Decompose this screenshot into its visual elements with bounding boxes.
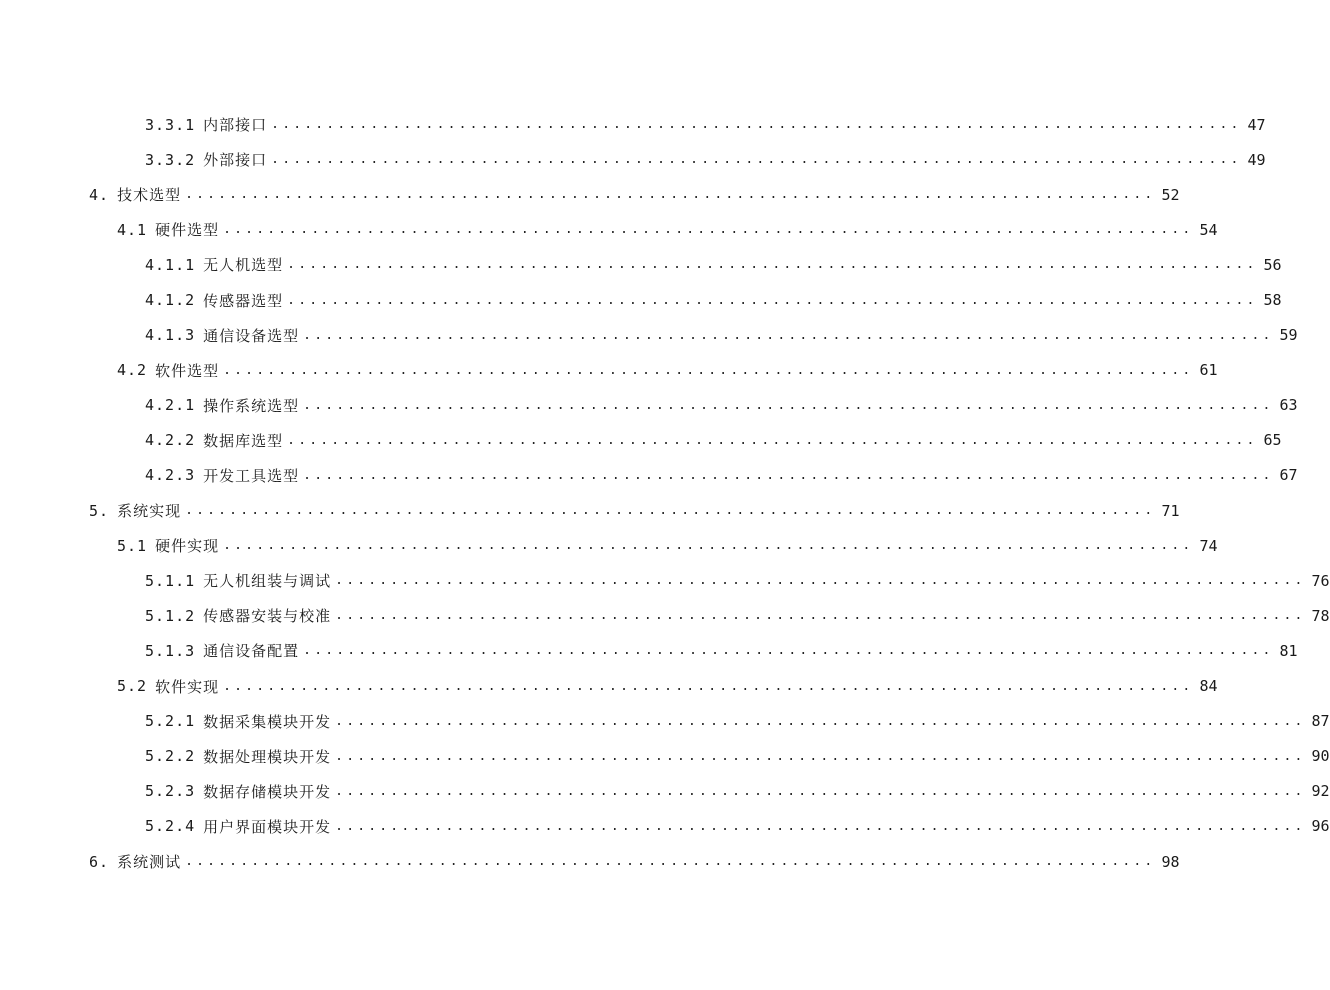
toc-title: 系统测试 <box>117 853 182 872</box>
toc-page-number: 87 <box>1311 712 1330 731</box>
toc-page-number: 81 <box>1279 641 1298 660</box>
toc-page-number: 76 <box>1311 571 1330 590</box>
toc-title: 软件选型 <box>155 361 220 380</box>
toc-page-number: 67 <box>1279 466 1298 485</box>
toc-title: 数据存储模块开发 <box>203 782 332 801</box>
toc-page-number: 49 <box>1247 150 1266 169</box>
toc-page-number: 61 <box>1199 361 1218 380</box>
toc-title: 无人机选型 <box>203 256 284 275</box>
dot-leader: ........................................................................................ <box>287 432 1258 448</box>
table-of-contents <box>0 107 1330 879</box>
toc-entry[interactable] <box>0 212 1218 247</box>
dot-leader: ........................................................................................ <box>185 854 1156 870</box>
dot-leader: ........................................................................................ <box>335 783 1306 799</box>
toc-number: 5.2.3 <box>145 782 196 801</box>
toc-entry[interactable] <box>0 107 1266 142</box>
toc-title: 数据处理模块开发 <box>203 747 332 766</box>
toc-number: 5. <box>89 501 110 520</box>
toc-page-number: 58 <box>1263 291 1282 310</box>
toc-entry[interactable] <box>0 809 1330 844</box>
toc-number: 6. <box>89 852 110 871</box>
toc-title: 无人机组装与调试 <box>203 572 332 591</box>
toc-title: 操作系统选型 <box>203 396 300 415</box>
toc-entry[interactable] <box>0 774 1330 809</box>
toc-title: 软件实现 <box>155 677 220 696</box>
dot-leader: ........................................................................................ <box>335 573 1306 589</box>
toc-title: 传感器选型 <box>203 291 284 310</box>
dot-leader: ........................................................................................ <box>223 538 1194 554</box>
toc-number: 4.1.1 <box>145 255 196 274</box>
toc-page-number: 63 <box>1279 396 1298 415</box>
toc-number: 5.1.2 <box>145 606 196 625</box>
toc-page-number: 90 <box>1311 747 1330 766</box>
toc-entry[interactable] <box>0 318 1298 353</box>
toc-page-number: 54 <box>1199 220 1218 239</box>
toc-page-number: 84 <box>1199 677 1218 696</box>
toc-number: 5.1.1 <box>145 571 196 590</box>
toc-page-number: 59 <box>1279 326 1298 345</box>
dot-leader: ........................................................................................ <box>185 187 1156 203</box>
dot-leader: ........................................................................................ <box>287 257 1258 273</box>
toc-number: 4.2.3 <box>145 466 196 485</box>
toc-entry[interactable] <box>0 423 1282 458</box>
toc-entry[interactable] <box>0 142 1266 177</box>
dot-leader: ........................................................................................ <box>223 362 1194 378</box>
dot-leader: ........................................................................................ <box>271 117 1242 133</box>
toc-title: 系统实现 <box>117 502 182 521</box>
toc-page-number: 47 <box>1247 115 1266 134</box>
toc-title: 技术选型 <box>117 186 182 205</box>
toc-page-number: 65 <box>1263 431 1282 450</box>
toc-number: 3.3.2 <box>145 150 196 169</box>
toc-title: 数据采集模块开发 <box>203 712 332 731</box>
dot-leader: ........................................................................................ <box>271 152 1242 168</box>
toc-title: 开发工具选型 <box>203 466 300 485</box>
toc-number: 5.2.1 <box>145 712 196 731</box>
dot-leader: ........................................................................................ <box>335 818 1306 834</box>
toc-page-number: 74 <box>1199 536 1218 555</box>
toc-entry[interactable] <box>0 563 1330 598</box>
toc-title: 通信设备选型 <box>203 326 300 345</box>
toc-number: 4.2.1 <box>145 396 196 415</box>
toc-page-number: 98 <box>1161 852 1180 871</box>
toc-page-number: 92 <box>1311 782 1330 801</box>
dot-leader: ........................................................................................ <box>335 748 1306 764</box>
toc-number: 3.3.1 <box>145 115 196 134</box>
dot-leader: ........................................................................................ <box>303 467 1274 483</box>
dot-leader: ........................................................................................ <box>287 292 1258 308</box>
toc-page-number: 96 <box>1311 817 1330 836</box>
toc-number: 5.1 <box>117 536 148 555</box>
toc-page-number: 52 <box>1161 185 1180 204</box>
toc-page-number: 56 <box>1263 255 1282 274</box>
toc-entry[interactable] <box>0 353 1218 388</box>
dot-leader: ........................................................................................ <box>335 608 1306 624</box>
toc-title: 硬件实现 <box>155 537 220 556</box>
toc-entry[interactable] <box>0 598 1330 633</box>
toc-number: 4. <box>89 185 110 204</box>
toc-number: 4.1.3 <box>145 326 196 345</box>
dot-leader: ........................................................................................ <box>303 327 1274 343</box>
toc-title: 外部接口 <box>203 151 268 170</box>
toc-entry[interactable] <box>0 844 1180 879</box>
toc-title: 传感器安装与校准 <box>203 607 332 626</box>
toc-entry[interactable] <box>0 633 1298 668</box>
toc-title: 数据库选型 <box>203 431 284 450</box>
toc-title: 用户界面模块开发 <box>203 817 332 836</box>
toc-entry[interactable] <box>0 247 1282 282</box>
toc-number: 5.2 <box>117 677 148 696</box>
dot-leader: ........................................................................................ <box>223 678 1194 694</box>
dot-leader: ........................................................................................ <box>335 713 1306 729</box>
dot-leader: ........................................................................................ <box>185 503 1156 519</box>
toc-entry[interactable] <box>0 528 1218 563</box>
toc-entry[interactable] <box>0 704 1330 739</box>
toc-entry[interactable] <box>0 177 1180 212</box>
toc-entry[interactable] <box>0 458 1298 493</box>
toc-page-number: 78 <box>1311 606 1330 625</box>
toc-number: 5.2.2 <box>145 747 196 766</box>
toc-title: 通信设备配置 <box>203 642 300 661</box>
toc-entry[interactable] <box>0 282 1282 317</box>
toc-entry[interactable] <box>0 739 1330 774</box>
toc-entry[interactable] <box>0 493 1180 528</box>
toc-entry[interactable] <box>0 388 1298 423</box>
toc-number: 4.1 <box>117 220 148 239</box>
toc-number: 4.2 <box>117 361 148 380</box>
toc-title: 内部接口 <box>203 116 268 135</box>
dot-leader: ........................................................................................ <box>303 397 1274 413</box>
toc-title: 硬件选型 <box>155 221 220 240</box>
toc-number: 5.2.4 <box>145 817 196 836</box>
dot-leader: ........................................................................................ <box>303 643 1274 659</box>
toc-number: 5.1.3 <box>145 641 196 660</box>
toc-entry[interactable] <box>0 669 1218 704</box>
dot-leader: ........................................................................................ <box>223 222 1194 238</box>
toc-number: 4.1.2 <box>145 291 196 310</box>
toc-page-number: 71 <box>1161 501 1180 520</box>
toc-number: 4.2.2 <box>145 431 196 450</box>
